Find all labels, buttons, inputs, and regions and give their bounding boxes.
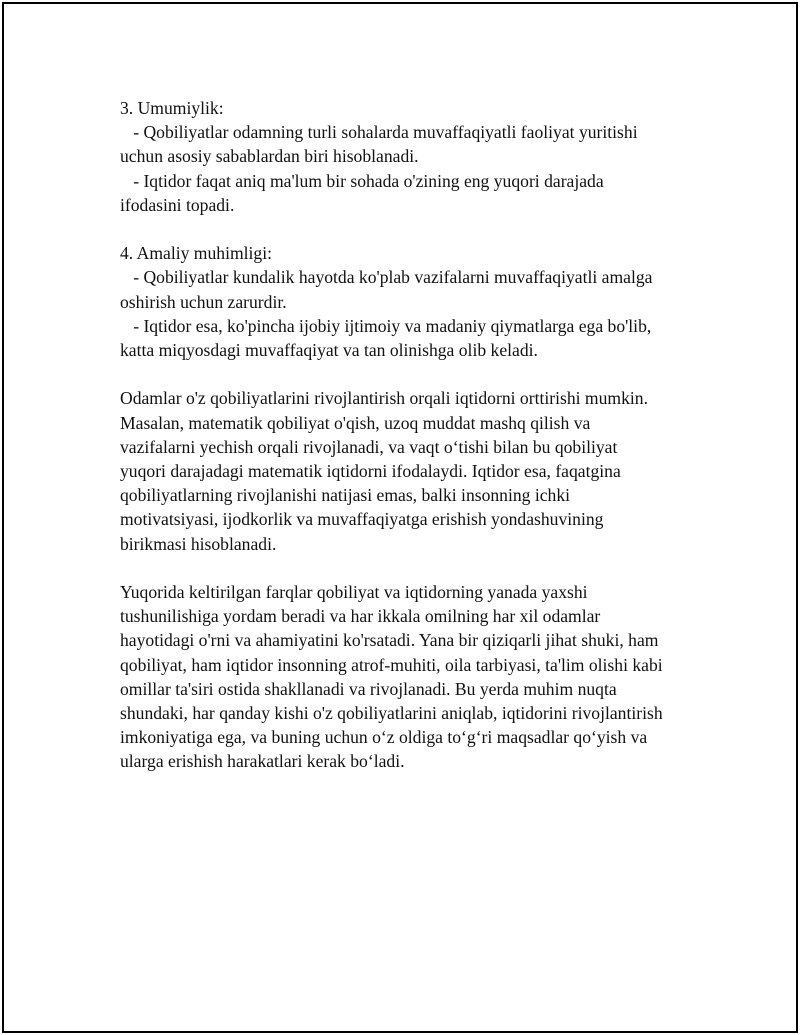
paragraph-line: Masalan, matematik qobiliyat o'qish, uzoq muddat mashq qilish va — [120, 412, 591, 433]
spacer — [120, 217, 720, 241]
spacer — [120, 556, 720, 580]
paragraph-line: Yuqorida keltirilgan farqlar qobiliyat va iqtidorning yanada yaxshi — [120, 582, 588, 603]
section-3-bullet-2-line-2: ifodasini topadi. — [120, 194, 235, 215]
paragraph-line: imkoniyatiga ega, va buning uchun o‘z oldiga to‘g‘ri maqsadlar qo‘yish va — [120, 727, 648, 748]
page-frame — [2, 2, 798, 1033]
section-4-heading: 4. Amaliy muhimligi: — [120, 243, 272, 264]
section-3-heading: 3. Umumiylik: — [120, 98, 224, 118]
section-4 — [120, 241, 720, 362]
paragraph-line: hayotidagi o'rni va ahamiyatini ko'rsatadi. Yana bir qiziqarli jihat shuki, ham — [120, 630, 659, 651]
paragraph-2 — [120, 580, 720, 774]
section-3 — [120, 96, 720, 217]
paragraph-1 — [120, 386, 720, 555]
paragraph-line: omillar ta'siri ostida shakllanadi va rivojlanadi. Bu yerda muhim nuqta — [120, 678, 617, 699]
paragraph-line: vazifalarni yechish orqali rivojlanadi, va vaqt o‘tishi bilan bu qobiliyat — [120, 436, 618, 457]
section-3-bullet-1-line-1: - Qobiliyatlar odamning turli sohalarda muvaffaqiyatli faoliyat yuritishi — [120, 122, 638, 143]
paragraph-line: qobiliyatlarning rivojlanishi natijasi emas, balki insonning ichki — [120, 485, 571, 506]
paragraph-line: ularga erishish harakatlari kerak bo‘ladi. — [120, 751, 405, 772]
paragraph-line: qobiliyat, ham iqtidor insonning atrof-muhiti, oila tarbiyasi, ta'lim olishi kabi — [120, 654, 663, 675]
paragraph-line: tushunilishiga yordam beradi va har ikkala omilning har xil odamlar — [120, 606, 601, 627]
paragraph-line: motivatsiyasi, ijodkorlik va muvaffaqiyatga erishish yondashuvining — [120, 509, 604, 530]
section-4-bullet-2-line-1: - Iqtidor esa, ko'pincha ijobiy ijtimoiy va madaniy qiymatlarga ega bo'lib, — [120, 315, 652, 336]
section-3-bullet-1-line-2: uchun asosiy sabablardan biri hisoblanadi. — [120, 146, 419, 167]
paragraph-line: birikmasi hisoblanadi. — [120, 533, 277, 554]
spacer — [120, 362, 720, 386]
paragraph-line: yuqori darajadagi matematik iqtidorni ifodalaydi. Iqtidor esa, faqatgina — [120, 461, 621, 482]
paragraph-line: shundaki, har qanday kishi o'z qobiliyatlarini aniqlab, iqtidorini rivojlantirish — [120, 703, 663, 724]
paragraph-line: Odamlar o'z qobiliyatlarini rivojlantirish orqali iqtidorni orttirishi mumkin. — [120, 388, 648, 409]
section-3-bullet-2-line-1: - Iqtidor faqat aniq ma'lum bir sohada o'zining eng yuqori darajada — [120, 170, 604, 191]
section-4-bullet-1-line-1: - Qobiliyatlar kundalik hayotda ko'plab vazifalarni muvaffaqiyatli amalga — [120, 267, 653, 288]
section-4-bullet-2-line-2: katta miqyosdagi muvaffaqiyat va tan olinishga olib keladi. — [120, 340, 538, 361]
section-4-bullet-1-line-2: oshirish uchun zarurdir. — [120, 291, 287, 312]
document-body — [120, 96, 720, 774]
